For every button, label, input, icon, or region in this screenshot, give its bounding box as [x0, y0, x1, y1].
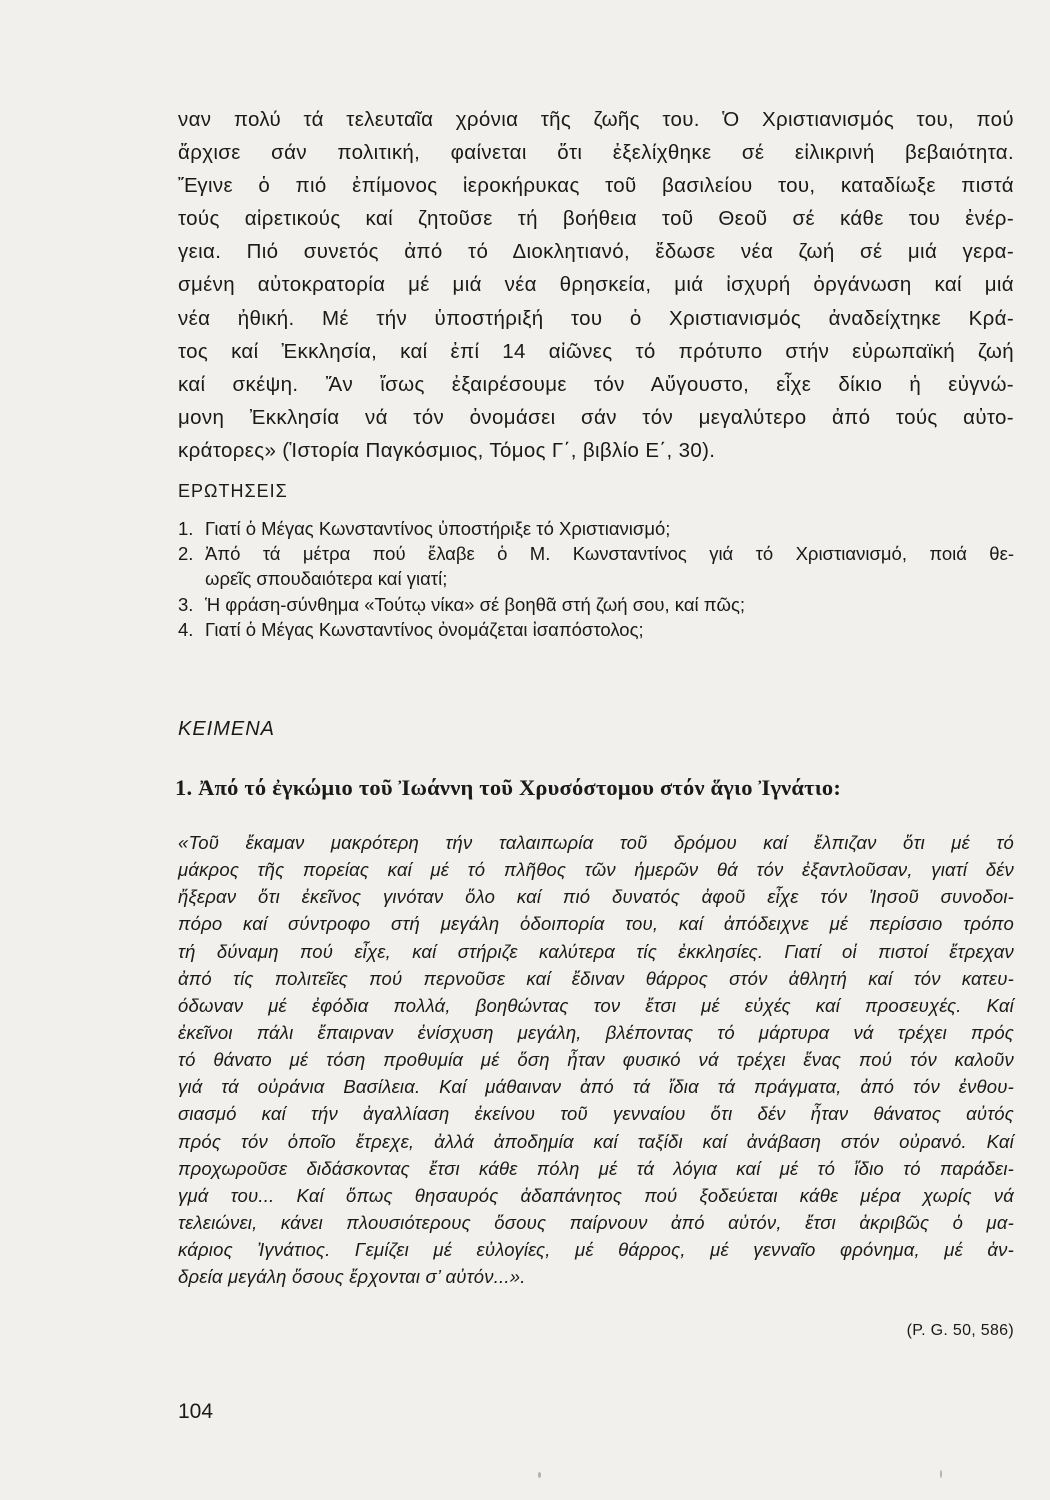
intro-line: κράτορες» (Ἱστορία Παγκόσμιος, Τόμος Γ΄, βιβλίο Ε΄, 30). [178, 438, 716, 462]
question-item [178, 617, 1014, 642]
question-item [178, 516, 1014, 541]
quote-line: δρεία μεγάλη ὅσους ἔρχονται σ’ αὐτόν...». [178, 1266, 526, 1288]
quote-line: προχωροῦσε διδάσκοντας ἔτσι κάθε πόλη μέ τά λόγια καί μέ τό ἴδιο τό παράδει- [178, 1157, 1014, 1179]
scan-speck [538, 1472, 541, 1478]
quote-line: τελειώνει, κάνει πλουσιότερους ὅσους παίρνουν ἀπό αὐτόν, ἔτσι ἀκριβῶς ὁ μα- [178, 1211, 1014, 1233]
intro-line: τούς αἱρετικούς καί ζητοῦσε τή βοήθεια τοῦ Θεοῦ σέ κάθε του ἐνέρ- [178, 207, 1014, 231]
page-number: 104 [178, 1400, 214, 1423]
scan-speck [940, 1470, 942, 1478]
quote-line: τή δύναμη πού εἶχε, καί στήριζε καλύτερα τίς ἐκκλησίες. Γιατί οἱ πιστοί ἔτρεχαν [178, 940, 1014, 962]
quote-line: μάκρος τῆς πορείας καί μέ τό πλῆθος τῶν ἡμερῶν θά τόν ἐξαντλοῦσαν, γιατί δέν [178, 859, 1014, 881]
quote-line: «Τοῦ ἔκαμαν μακρότερη τήν ταλαιπωρία τοῦ δρόμου καί ἔλπιζαν ὅτι μέ τό [178, 832, 1014, 853]
intro-line: γεια. Πιό συνετός ἀπό τό Διοκλητιανό, ἔδωσε νέα ζωή σέ μιά γερα- [178, 240, 1014, 264]
intro-line: Ἔγινε ὁ πιό ἐπίμονος ἱεροκήρυκας τοῦ βασιλείου του, καταδίωξε πιστά [178, 174, 1014, 198]
question-line: Γιατί ὁ Μέγας Κωνσταντίνος ὑποστήριξε τό Χριστιανισμό; [205, 518, 671, 539]
questions-heading: ΕΡΩΤΗΣΕΙΣ [178, 481, 288, 501]
quote-line: τό θάνατο μέ τόση προθυμία μέ ὅση ἦταν φυσικό νά τρέχει ἕνας πού τόν καλοῦν [178, 1049, 1014, 1071]
question-item [178, 592, 1014, 617]
intro-line: ναν πολύ τά τελευταῖα χρόνια τῆς ζωῆς του. Ὁ Χριστιανισμός του, πού [178, 108, 1014, 131]
quote-line: κάριος Ἰγνάτιος. Γεμίζει μέ εὐλογίες, μέ θάρρος, μέ γενναῖο φρόνημα, μέ ἀν- [178, 1239, 1014, 1261]
quote-line: ἤξεραν ὅτι ἐκεῖνος γινόταν ὅλο καί πιό δυνατός ἀφοῦ εἶχε τόν Ἰησοῦ συνοδοι- [178, 886, 1014, 908]
questions-list [178, 516, 1014, 642]
quote-line: ἀπό τίς πολιτεῖες πού περνοῦσε καί ἔδιναν θάρρος στόν ἀθλητή καί τόν κατευ- [178, 967, 1014, 989]
quote-line: πρός τόν ὁποῖο ἔτρεχε, ἀλλά ἀποδημία καί ταξίδι καί ἀνάβαση στόν οὐρανό. Καί [178, 1130, 1014, 1152]
quote-line: γμά του... Καί ὅπως θησαυρός ἀδαπάνητος πού ξοδεύεται κάθε μέρα χωρίς νά [178, 1184, 1014, 1206]
intro-line: τος καί Ἐκκλησία, καί ἐπί 14 αἰῶνες τό πρότυπο στήν εὐρωπαϊκή ζωή [178, 339, 1014, 363]
section-heading: ΚΕΙΜΕΝΑ [178, 718, 276, 740]
question-number: 2. [178, 543, 194, 565]
citation-reference: (P. G. 50, 586) [906, 1322, 1014, 1339]
quote-line: όδωναν μέ ἐφόδια πολλά, βοηθώντας τον ἔτσι μέ εὐχές καί προσευχές. Καί [178, 994, 1014, 1016]
question-text [205, 516, 1014, 541]
quote-line: ἐκεῖνοι πάλι ἔπαιρναν ἐνίσχυση μεγάλη, βλέποντας τό μάρτυρα νά τρέχει πρός [178, 1021, 1014, 1043]
question-item [178, 541, 1014, 591]
excerpt-quote [178, 829, 1014, 1290]
question-line: Ἀπό τά μέτρα πού ἔλαβε ὁ Μ. Κωνσταντίνος γιά τό Χριστιανισμό, ποιά θε- [205, 543, 1014, 565]
excerpt-title: 1. Ἀπό τό ἐγκώμιο τοῦ Ἰωάννη τοῦ Χρυσόστομου στόν ἅγιο Ἰγνάτιο: [175, 775, 842, 800]
quote-line: πόρο καί σύντροφο στή μεγάλη ὁδοιπορία του, καί ἀπόδειχνε μέ περίσσιο τρόπο [178, 913, 1014, 935]
question-number: 1. [178, 518, 194, 539]
question-text [205, 541, 1014, 591]
question-line: Ἡ φράση-σύνθημα «Τούτῳ νίκα» σέ βοηθᾶ στή ζωή σου, καί πῶς; [205, 593, 746, 615]
quote-line: γιά τά οὐράνια Βασίλεια. Καί μάθαιναν ἀπό τά ἴδια τά πράγματα, ἀπό τόν ἐνθου- [178, 1076, 1014, 1098]
quote-line: σιασμό καί τήν ἀγαλλίαση ἐκείνου τοῦ γενναίου ὅτι δέν ἦταν θάνατος αὐτός [178, 1103, 1014, 1125]
intro-line: ἄρχισε σάν πολιτική, φαίνεται ὅτι ἐξελίχθηκε σέ εἰλικρινή βεβαιότητα. [178, 141, 1014, 165]
intro-line: νέα ἠθική. Μέ τήν ὑποστήριξή του ὁ Χριστιανισμός ἀναδείχτηκε Κρά- [178, 306, 1014, 330]
question-number: 4. [178, 618, 194, 640]
intro-line: καί σκέψη. Ἄν ἴσως ἐξαιρέσουμε τόν Αὔγουστο, εἶχε δίκιο ἡ εὐγνώ- [178, 372, 1014, 396]
question-number: 3. [178, 593, 194, 615]
question-text [205, 592, 1014, 617]
question-text [205, 617, 1014, 642]
intro-line: μονη Ἐκκλησία νά τόν ὀνομάσει σάν τόν μεγαλύτερο ἀπό τούς αὐτο- [178, 405, 1014, 429]
question-line: Γιατί ὁ Μέγας Κωνσταντίνος ὀνομάζεται ἰσαπόστολος; [205, 618, 644, 640]
intro-paragraph [178, 103, 1014, 467]
question-line: ωρεῖς σπουδαιότερα καί γιατί; [205, 568, 448, 590]
intro-line: σμένη αὐτοκρατορία μέ μιά νέα θρησκεία, μιά ἰσχυρή ὀργάνωση καί μιά [178, 273, 1014, 297]
